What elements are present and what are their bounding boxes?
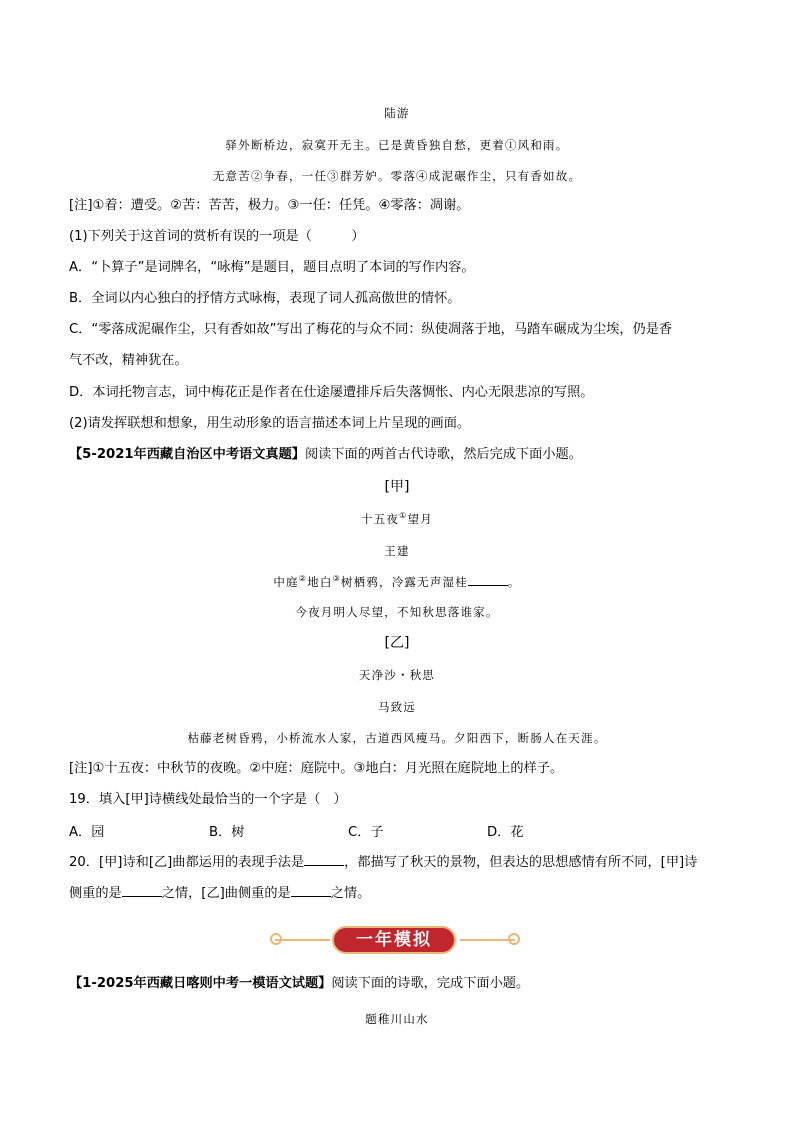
- question-stem: (1)下列关于这首词的赏析有误的一项是（ ）: [69, 229, 365, 244]
- poem-title: 十五夜①望月: [361, 511, 433, 526]
- poem-line: 无意苦②争春，一任③群芳妒。零落④成泥碾作尘，只有香如故。: [212, 169, 582, 183]
- option-d: D．本词托物言志，词中梅花正是作者在仕途屡遭排斥后失落惆怅、内心无限悲凉的写照。: [69, 385, 594, 400]
- ornament-line: [460, 939, 515, 941]
- option-b: B．全词以内心独白的抒情方式咏梅，表现了词人孤高傲世的情怀。: [69, 291, 461, 306]
- fill-blank[interactable]: [468, 573, 508, 586]
- poem-mark: [乙]: [384, 635, 410, 651]
- poem-line: 中庭②地白③树栖鸦，冷露无声湿桂 。: [273, 574, 521, 589]
- section-instruction: 阅读下面的诗歌，完成下面小题。: [331, 976, 530, 991]
- option-c-continued: 气不改，精神犹在。: [69, 353, 188, 368]
- section-banner: [270, 925, 520, 955]
- poem-line: 枯藤老树昏鸦，小桥流水人家，古道西风瘦马。夕阳西下，断肠人在天涯。: [187, 731, 607, 745]
- ornament-icon: [508, 933, 520, 945]
- section-instruction: 阅读下面的两首古代诗歌，然后完成下面小题。: [304, 447, 582, 462]
- question-stem: 19．填入[甲]诗横线处最恰当的一个字是（ ）: [69, 792, 347, 807]
- annotation-note: [注]①着：遭受。②苦：苦苦，极力。③一任：任凭。④零落：凋谢。: [69, 198, 470, 213]
- poem-line: 驿外断桥边，寂寞开无主。已是黄昏独自愁，更着①风和雨。: [225, 138, 569, 152]
- fill-blank[interactable]: [122, 884, 162, 897]
- ornament-line: [275, 939, 330, 941]
- option-b: B．树: [209, 825, 245, 840]
- question-stem-continued: 侧重的是 之情，[乙]曲侧重的是 之情。: [69, 886, 371, 901]
- banner-label: 一年模拟: [332, 926, 456, 954]
- option-c: C．子: [348, 825, 384, 840]
- section-tag: 【1-2025年西藏日喀则中考一模语文试题】: [69, 976, 332, 991]
- option-c: C．“零落成泥碾作尘，只有香如故”写出了梅花的与众不同：纵使凋落于地，马踏车碾成为尘埃，仍是香: [69, 322, 673, 337]
- poem-author: 马致远: [377, 700, 417, 714]
- poem-author: 王建: [384, 544, 410, 558]
- option-d: D．花: [487, 825, 524, 840]
- poem-title: 题稚川山水: [365, 1012, 429, 1026]
- poem-author: 陆游: [384, 106, 410, 120]
- fill-blank[interactable]: [291, 884, 331, 897]
- poem-line: 今夜月明人尽望，不知秋思落谁家。: [295, 605, 499, 619]
- poem-title: 天净沙・秋思: [358, 668, 436, 682]
- section-heading: [69, 975, 529, 993]
- annotation-note: [注]①十五夜：中秋节的夜晚。②中庭：庭院中。③地白：月光照在庭院地上的样子。: [69, 761, 564, 776]
- poem-mark: [甲]: [384, 479, 410, 495]
- question-stem: (2)请发挥联想和想象，用生动形象的语言描述本词上片呈现的画面。: [69, 416, 471, 431]
- fill-blank[interactable]: [304, 853, 344, 866]
- question-stem: 20．[甲]诗和[乙]曲都运用的表现手法是 ，都描写了秋天的景物，但表达的思想感情有所不同，[甲]诗: [69, 855, 698, 870]
- option-a: A．园: [69, 825, 105, 840]
- section-tag: 【5-2021年西藏自治区中考语文真题】: [69, 447, 305, 462]
- option-a: A．“卜算子”是词牌名，“咏梅”是题目，题目点明了本词的写作内容。: [69, 260, 475, 275]
- section-heading: [69, 446, 582, 464]
